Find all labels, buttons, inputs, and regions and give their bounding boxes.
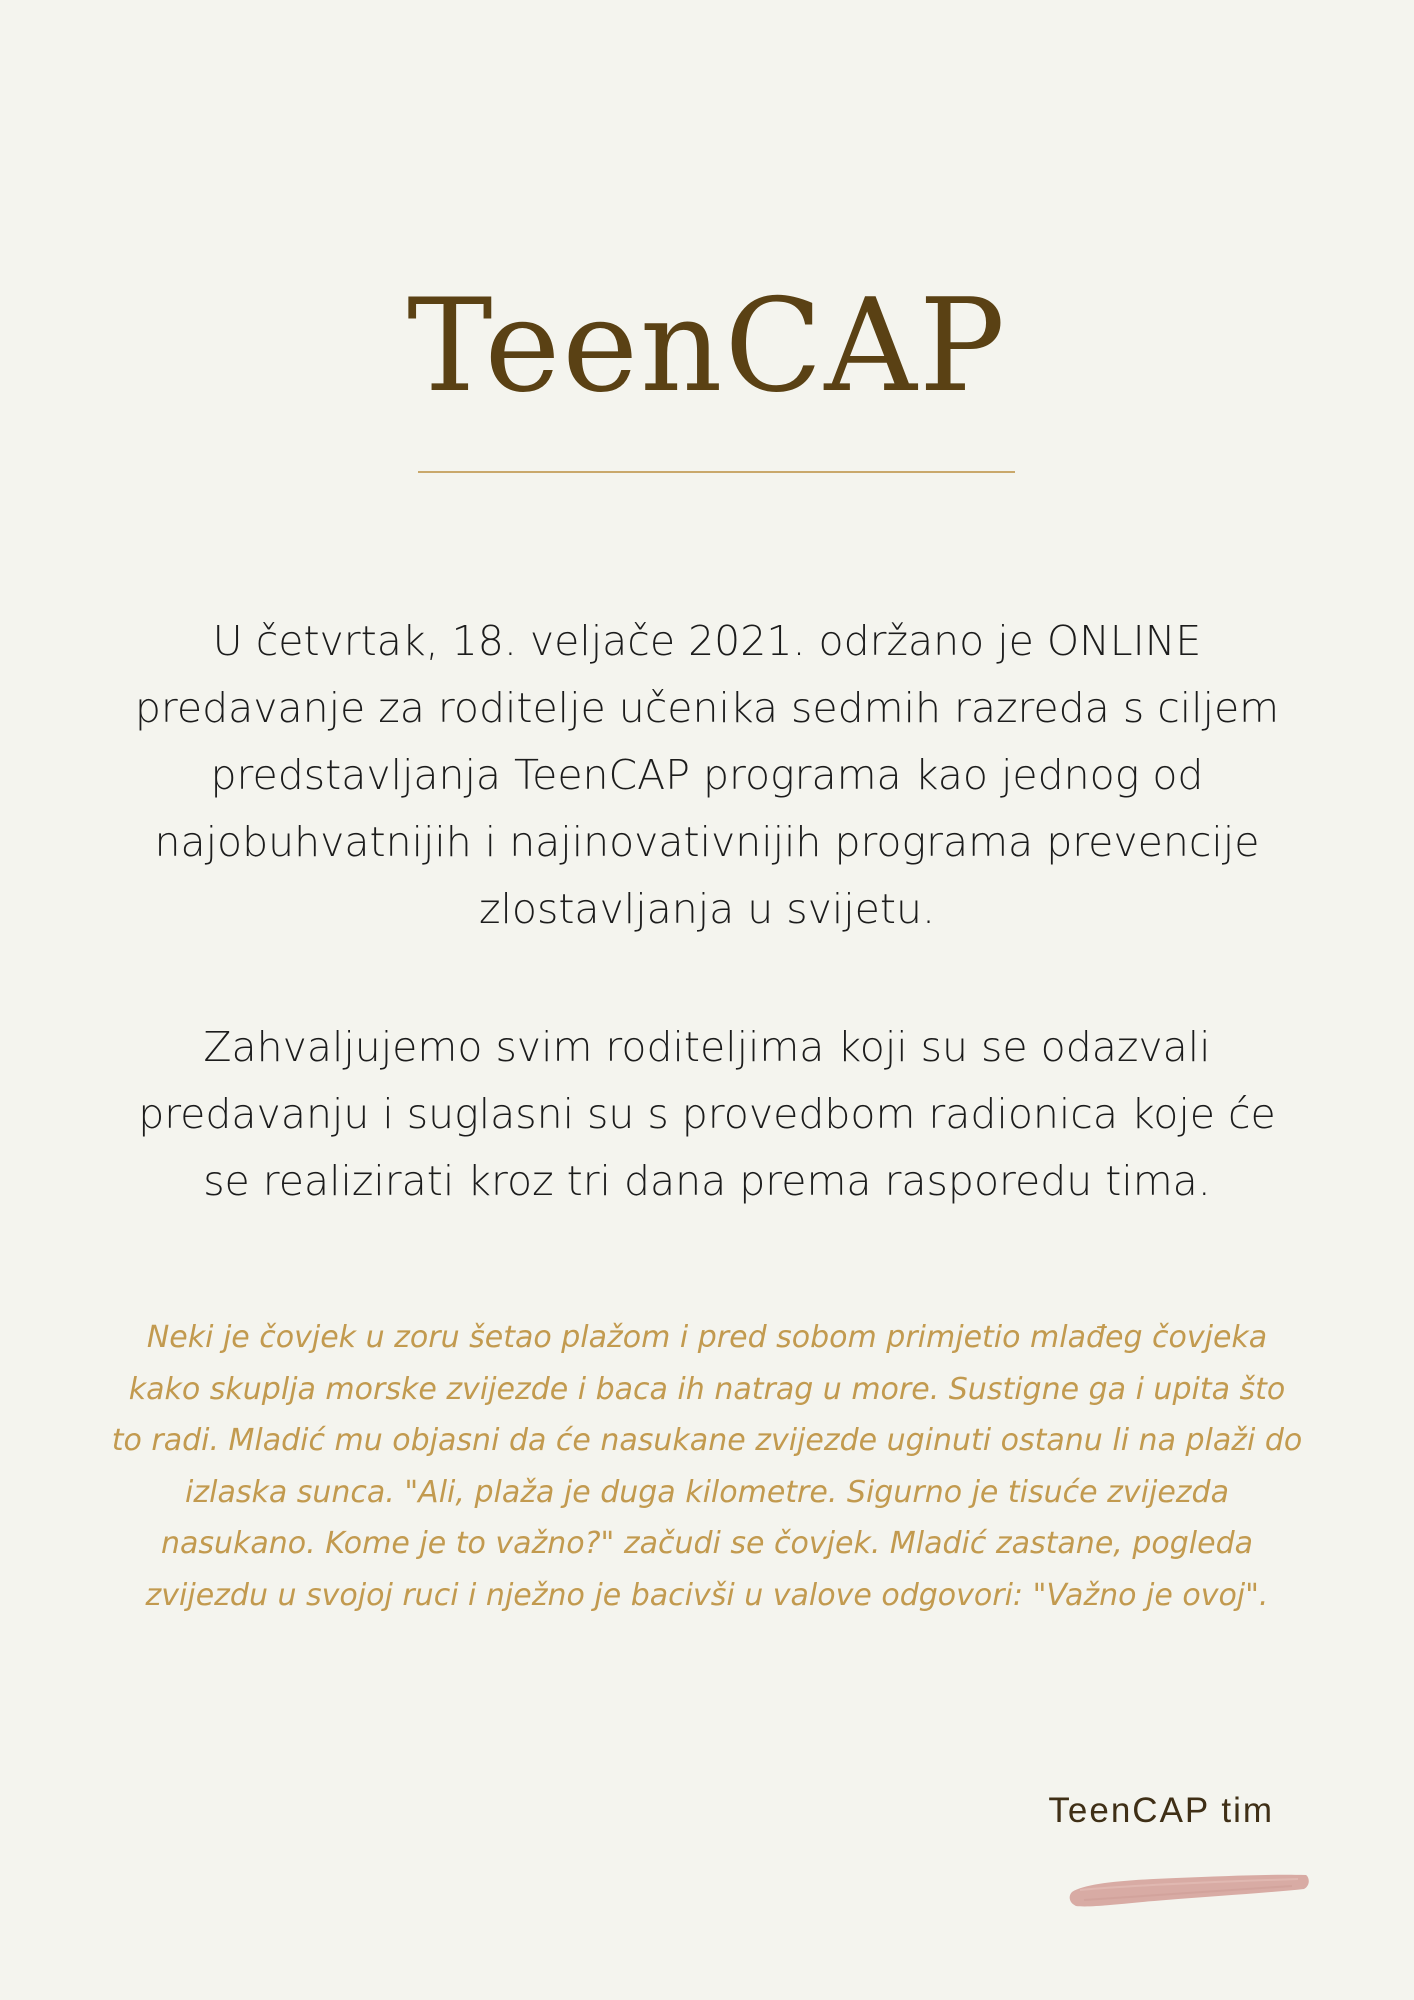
- document-title: TeenCAP: [407, 272, 1007, 421]
- brush-stroke-decoration: [1066, 1866, 1312, 1914]
- title-divider: [418, 471, 1015, 473]
- thanks-paragraph: Zahvaljujemo svim roditeljima koji su se odazvali predavanju i suglasni su s provedbom radionica koje će se realizirati kroz tri dana prema rasporedu tima.: [138, 1023, 1276, 1205]
- intro-paragraph: U četvrtak, 18. veljače 2021. održano je ONLINE predavanje za roditelje učenika sedmih razreda s ciljem predstavljanja TeenCAP programa kao jednog od najobuhvatnijih i najinovativnijih programa prevencije zlostavljanja u svijetu.: [134, 617, 1280, 933]
- starfish-story-quote: Neki je čovjek u zoru šetao plažom i pred sobom primjetio mlađeg čovjeka kako skuplja morske zvijezde i baca ih natrag u more. Sustigne ga i upita što to radi. Mladić mu objasni da će nasukane zvijezde uginuti ostanu li na plaži do izlaska sunca. "Ali, plaža je duga kilometre. Sigurno je tisuće zvijezda nasukano. Kome je to važno?" začudi se čovjek. Mladić zastane, pogleda zvijezdu u svojoj ruci i nježno je bacivši u valove odgovori: "Važno je ovoj".: [111, 1320, 1303, 1613]
- signature: TeenCAP tim: [1048, 1791, 1274, 1830]
